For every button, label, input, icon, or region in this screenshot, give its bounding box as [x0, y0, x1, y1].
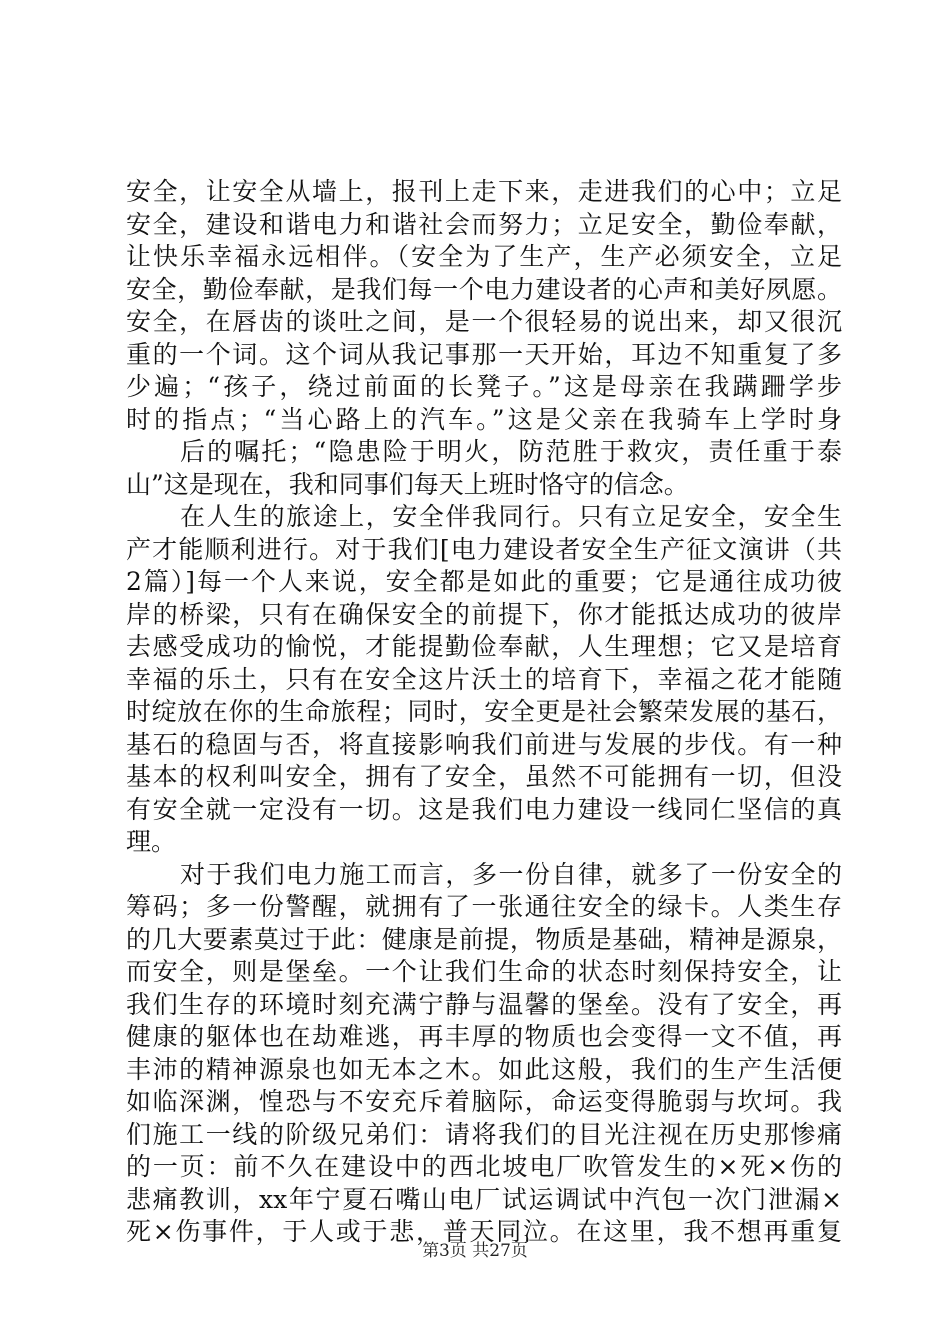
page-number-footer: 第3页 共27页	[422, 1241, 528, 1261]
text-line: 时的指点；“当心路上的汽车。”这是父亲在我骑车上学时身	[126, 404, 842, 434]
text-line: 岸的桥梁，只有在确保安全的前提下，你才能抵达成功的彼岸	[126, 599, 842, 629]
text-line: 安全，让安全从墙上，报刊上走下来，走进我们的心中；立足	[126, 177, 842, 206]
document-body	[126, 176, 842, 1249]
text-line: 的几大要素莫过于此：健康是前提，物质是基础，精神是源泉，	[126, 924, 842, 954]
text-line: 去感受成功的愉悦，才能提勤俭奉献，人生理想；它又是培育	[126, 632, 842, 661]
text-line: 悲痛教训，xx年宁夏石嘴山电厂试运调试中汽包一次门泄漏×	[126, 1184, 842, 1214]
text-line: 产才能顺利进行。对于我们[电力建设者安全生产征文演讲（共	[126, 534, 842, 564]
text-line: 让快乐幸福永远相伴。（安全为了生产，生产必须安全，立足	[126, 242, 842, 271]
text-line: 丰沛的精神源泉也如无本之木。如此这般，我们的生产生活便	[126, 1054, 842, 1084]
text-line: 如临深渊，惶恐与不安充斥着脑际，命运变得脆弱与坎坷。我	[126, 1087, 842, 1116]
text-line: 基本的权利叫安全，拥有了安全，虽然不可能拥有一切，但没	[126, 762, 842, 791]
paragraph-start-line: 在人生的旅途上，安全伴我同行。只有立足安全，安全生	[180, 502, 842, 531]
text-line: 安全，勤俭奉献，是我们每一个电力建设者的心声和美好夙愿。	[126, 274, 842, 304]
text-line: 理。	[126, 827, 177, 856]
text-line: 的一页：前不久在建设中的西北坡电厂吹管发生的×死×伤的	[126, 1152, 842, 1181]
text-line: 们施工一线的阶级兄弟们：请将我们的目光注视在历史那惨痛	[126, 1119, 842, 1149]
text-line: 2篇）]每一个人来说，安全都是如此的重要；它是通往成功彼	[126, 567, 842, 596]
text-line: 而安全，则是堡垒。一个让我们生命的状态时刻保持安全，让	[126, 957, 842, 986]
text-line: 山”这是现在，我和同事们每天上班时恪守的信念。	[126, 469, 689, 499]
text-line: 有安全就一定没有一切。这是我们电力建设一线同仁坚信的真	[126, 794, 842, 824]
text-line: 我们生存的环境时刻充满宁静与温馨的堡垒。没有了安全，再	[126, 989, 842, 1019]
text-line: 死×伤事件，于人或于悲，普天同泣。在这里，我不想再重复	[126, 1217, 842, 1246]
text-line: 安全，在唇齿的谈吐之间，是一个很轻易的说出来，却又很沉	[126, 307, 842, 336]
text-line: 重的一个词。这个词从我记事那一天开始，耳边不知重复了多	[126, 339, 842, 369]
text-line: 安全，建设和谐电力和谐社会而努力；立足安全，勤俭奉献，	[126, 209, 842, 239]
text-line: 后的嘱托；“隐患险于明火，防范胜于救灾，责任重于泰	[180, 437, 842, 466]
text-line: 基石的稳固与否，将直接影响我们前进与发展的步伐。有一种	[126, 729, 842, 759]
text-line: 幸福的乐土，只有在安全这片沃土的培育下，幸福之花才能随	[126, 664, 842, 694]
text-line: 筹码；多一份警醒，就拥有了一张通往安全的绿卡。人类生存	[126, 892, 842, 921]
text-line: 健康的躯体也在劫难逃，再丰厚的物质也会变得一文不值，再	[126, 1022, 842, 1051]
paragraph-start-line: 对于我们电力施工而言，多一份自律，就多了一份安全的	[180, 859, 842, 889]
text-line: 时绽放在你的生命旅程；同时，安全更是社会繁荣发展的基石，	[126, 697, 842, 726]
text-line: 少遍；“孩子，绕过前面的长凳子。”这是母亲在我蹒跚学步	[126, 372, 842, 401]
